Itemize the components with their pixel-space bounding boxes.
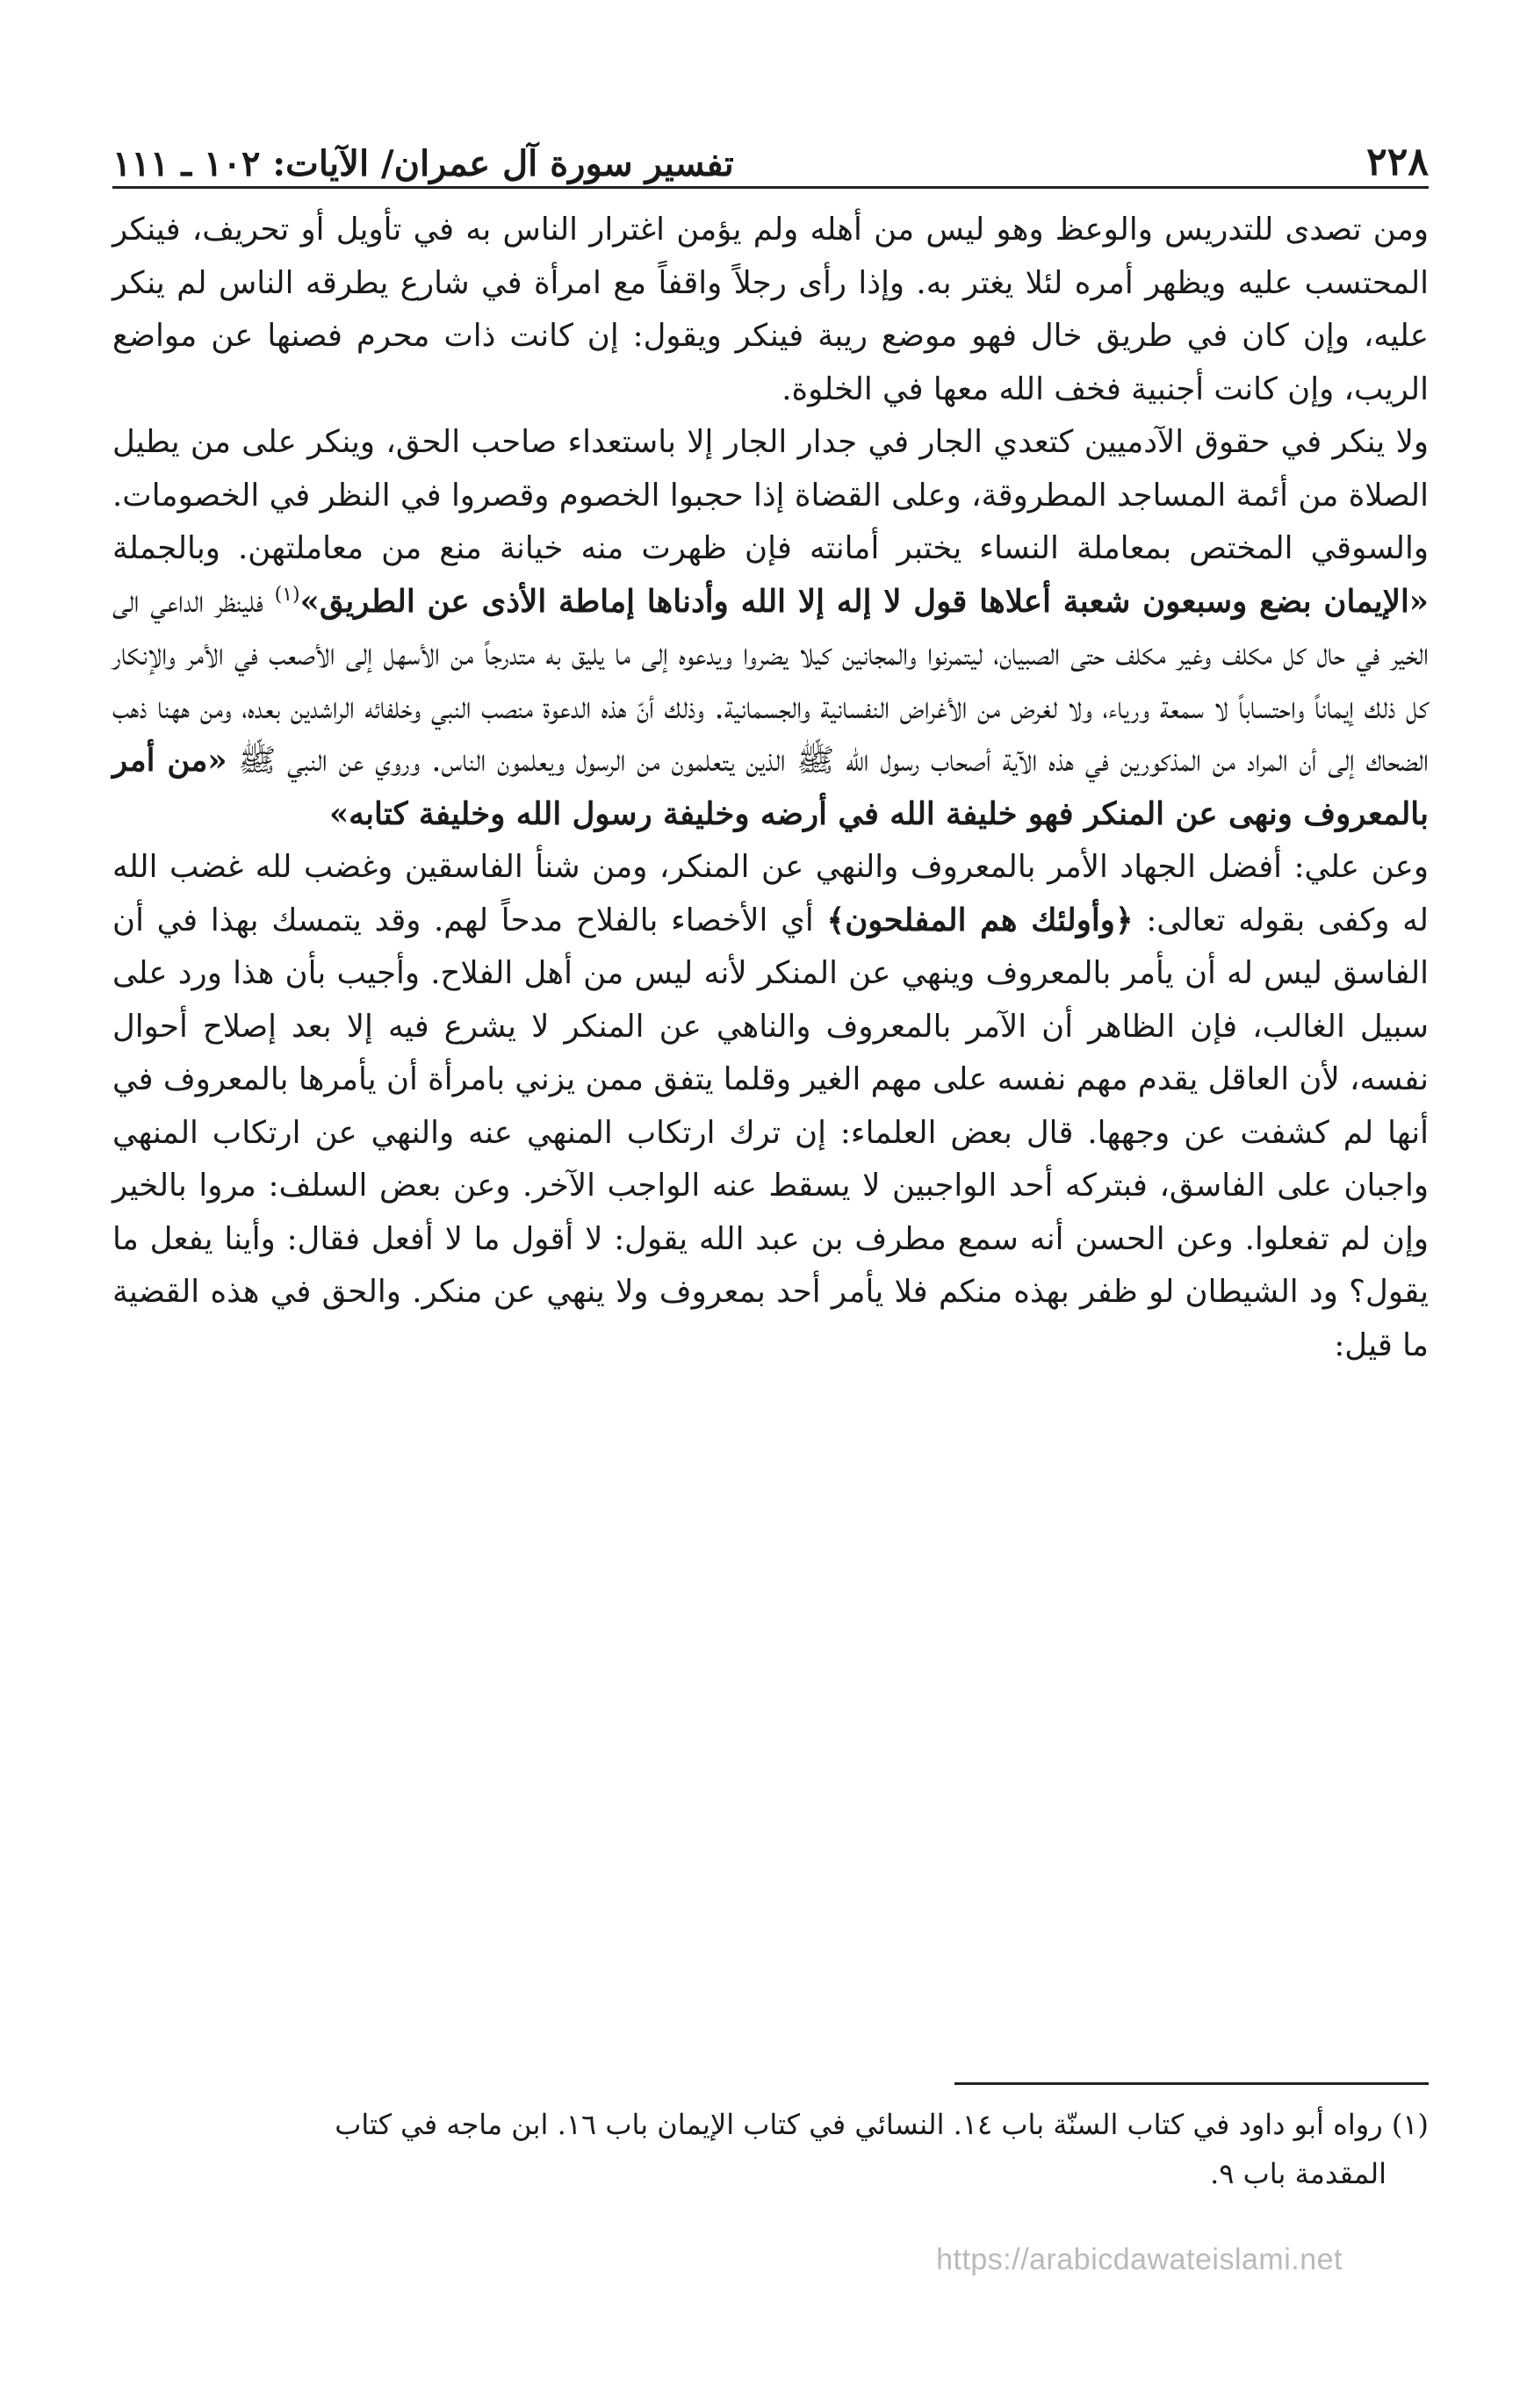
hadith-quote-enjoining: «من أمر بالمعروف ونهى عن المنكر فهو خليفة الله في أرضه وخليفة رسول الله وخليفة كتابه» xyxy=(112,743,1429,832)
paragraph-1: ومن تصدى للتدريس والوعظ وهو ليس من أهله ولم يؤمن اغترار الناس به في تأويل أو تحريف، فينكر المحتسب عليه ويظهر أمره لئلا يغتر به. وإذا رأى رجلاً واقفاً مع امرأة في شارع يطرقه الناس لم ينكر عليه، وإن كان في طريق خال فهو موضع ريبة فينكر ويقول: إن كانت ذات محرم فصنها عن مواضع الريب، وإن كانت أجنبية فخف الله معها في الخلوة. xyxy=(112,212,1429,407)
footnote-marker: (١) xyxy=(274,583,300,606)
quran-verse-quote: ﴿وأولئك هم المفلحون﴾ xyxy=(826,902,1134,938)
paragraph-2-text-a: ولا ينكر في حقوق الآدميين كتعدي الجار في جدار الجار إلا باستعداء صاحب الحق، وينكر على من يطيل الصلاة من أئمة المساجد المطروقة، وعلى القضاة إذا حجبوا الخصوم وقصروا في النظر في الخصومات. والسوقي المختص بمعاملة النساء يختبر أمانته فإن ظهرت منه خيانة منع من معاملتهن. وبالجملة xyxy=(112,424,1429,566)
hadith-quote-faith: «الإيمان بضع وسبعون شعبة أعلاها قول لا إله إلا الله وأدناها إماطة الأذى عن الطريق» xyxy=(299,583,1429,620)
paragraph-2 xyxy=(112,416,1429,841)
page-header xyxy=(112,123,1429,184)
paragraph-2-text-b: فلينظر الداعي الى الخير في حال كل مكلف وغير مكلف حتى الصبيان، ليتمرنوا والمجانين كيلا يضروا ويدعوه إلى ما يليق به متدرجاً من الأسهل إلى الأصعب في الأمر والإنكار كل ذلك إيماناً واحتساباً لا سمعة ورياء، ولا لغرض من الأغراض النفسانية والجسمانية. وذلك أنّ هذه الدعوة منصب النبي وخلفائه الراشدين بعده، ومن ههنا ذهب الضحاك إلى أن المراد من المذكورين في هذه الآية أصحاب رسول الله ﷺ الذين يتعلمون من الرسول ويعلمون الناس. وروي عن النبي ﷺ xyxy=(112,583,1429,779)
footnote-line-2: المقدمة باب ٩. xyxy=(1210,2157,1386,2190)
paragraph-3-text-b: أي الأخصاء بالفلاح مدحاً لهم. وقد يتمسك بهذا في أن الفاسق ليس له أن يأمر بالمعروف وينهي عن المنكر لأنه ليس من أهل الفلاح. وأجيب بأن هذا ورد على سبيل الغالب، فإن الظاهر أن الآمر بالمعروف والناهي عن المنكر لا يشرع فيه إلا بعد إصلاح أحوال نفسه، لأن العاقل يقدم مهم نفسه على مهم الغير وقلما يتفق ممن يزني بامرأة أن يأمرها بالمعروف في أنها لم كشفت عن وجهها. قال بعض العلماء: إن ترك ارتكاب المنهي عنه والنهي عن ارتكاب المنهي واجبان على الفاسق، فبتركه أحد الواجبين لا يسقط عنه الواجب الآخر. وعن بعض السلف: مروا بالخير وإن لم تفعلوا. وعن الحسن أنه سمع مطرف بن عبد الله يقول: لا أقول ما لا أفعل فقال: وأينا يفعل ما يقول؟ ود الشيطان لو ظفر بهذه منكم فلا يأمر أحد بمعروف ولا ينهي عن منكر. والحق في هذه القضية ما قيل: xyxy=(112,902,1429,1363)
paragraph-3 xyxy=(112,841,1429,1372)
watermark-url: https://arabicdawateislami.net xyxy=(936,2243,1343,2276)
main-text xyxy=(112,204,1429,1372)
footnote-line-1: (١) رواه أبو داود في كتاب السنّة باب ١٤. النسائي في كتاب الإيمان باب ١٦. ابن ماجه في كتاب xyxy=(335,2108,1429,2141)
paragraph-3-text-a: وعن علي: أفضل الجهاد الأمر بالمعروف والنهي عن المنكر، ومن شنأ الفاسقين وغضب لله غضب الله له وكفى بقوله تعالى: xyxy=(112,849,1429,938)
running-title: تفسير سورة آل عمران/ الآيات: ١٠٢ ـ ١١١ xyxy=(112,143,734,184)
header-divider xyxy=(112,186,1429,189)
page-number: ٢٢٨ xyxy=(1366,140,1429,184)
footnote-divider xyxy=(954,2082,1429,2085)
footnote xyxy=(112,2100,1429,2198)
